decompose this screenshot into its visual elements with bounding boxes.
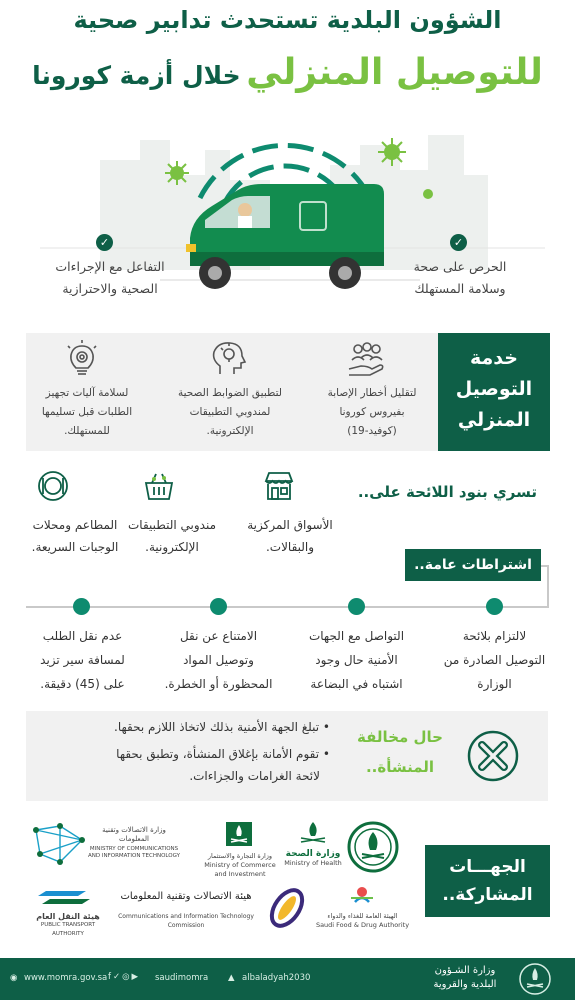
regulation-item-2-line-2: الإلكترونية.: [145, 540, 199, 554]
mci-logo: [200, 820, 280, 879]
service-item-1-line-3: (كوفيد-19): [347, 425, 397, 437]
ministry-emblem-logo: [346, 820, 400, 874]
service-heading-line-3: المنزلي: [457, 409, 531, 431]
service-item-2-line-3: الإلكترونية.: [206, 425, 254, 437]
footer-hashtag[interactable]: albaladyah2030: [242, 973, 311, 983]
service-heading-line-2: التوصيل: [455, 378, 533, 400]
violation-bullet-1-text: تبلغ الجهة الأمنية بذلك لاتخاذ اللازم بحقها.: [114, 720, 320, 734]
regulation-item-1-line-2: والبقالات.: [265, 540, 315, 554]
footer-social[interactable]: saudimomra: [155, 973, 209, 983]
condition-item-1-line-3: الوزارة: [477, 677, 512, 691]
hero-left-line-2: الصحية والاحترازية: [62, 281, 158, 296]
violation-heading-line-1: حال مخالفة: [357, 728, 443, 746]
footer-website[interactable]: www.momra.gov.sa: [24, 973, 108, 983]
pta-logo-ar: هيئة النقل العام: [36, 912, 100, 921]
plate-cutlery-icon: [37, 470, 69, 502]
service-item-1: [318, 384, 426, 441]
service-item-2-line-1: لتطبيق الضوابط الصحية: [177, 387, 282, 399]
regulation-item-3-line-2: الوجبات السريعة.: [31, 540, 119, 554]
title-rest: خلال أزمة كورونا: [32, 61, 241, 90]
globe-icon: ◉: [10, 973, 18, 983]
people-hand-icon: [346, 342, 386, 378]
regulation-item-2: [112, 514, 232, 558]
condition-item-1-line-1: لالتزام بلائحة: [462, 629, 527, 643]
sfda-logo-en: Saudi Food & Drug Authority: [315, 921, 410, 929]
moh-logo-en: Ministry of Health: [284, 859, 342, 867]
service-heading-line-1: خدمة: [470, 347, 518, 369]
regulation-item-1: [230, 514, 350, 558]
hero-right-text: [405, 256, 515, 300]
citc-mark-icon: [265, 886, 309, 930]
timeline-dot: [210, 598, 227, 615]
service-item-1-line-1: لتقليل أخطار الإصابة: [327, 387, 417, 399]
moh-logo: [283, 820, 343, 868]
timeline-dot: [348, 598, 365, 615]
ministry-emblem-icon: [518, 962, 552, 996]
condition-item-4-line-3: على (45) دقيقة.: [40, 677, 125, 691]
mcit-logo: [30, 822, 180, 870]
condition-item-2-line-3: اشتباه في البضاعة: [310, 677, 403, 691]
partners-heading-line-1: الجهـــات: [449, 857, 526, 877]
ministry-logo-text: [420, 964, 510, 992]
mci-logo-en: Ministry of Commerce and Investment: [204, 861, 276, 878]
conditions-connector: [541, 565, 549, 608]
regulation-item-2-line-1: مندوبي التطبيقات: [127, 518, 217, 532]
citc-logo-ar: هيئة الاتصالات وتقنية المعلومات: [120, 891, 252, 902]
mcit-logo-en: MINISTRY OF COMMUNICATIONS AND INFORMATION TECHNOLOGY: [88, 846, 180, 859]
violation-bullet-1: • تبلغ الجهة الأمنية بذلك لاتخاذ اللازم بحقها.: [114, 720, 330, 734]
check-icon: ✓: [96, 234, 113, 251]
condition-item-3: [156, 624, 281, 696]
network-icon: [30, 822, 88, 868]
condition-item-3-line-2: وتوصيل المواد: [183, 653, 254, 667]
condition-item-4-line-1: عدم نقل الطلب: [42, 629, 123, 643]
condition-item-1-line-2: التوصيل الصادرة من: [443, 653, 546, 667]
mci-logo-ar: وزارة التجارة والاستثمار: [207, 852, 273, 860]
title-highlight: للتوصيل المنزلي: [246, 52, 543, 93]
condition-item-1: [432, 624, 557, 696]
partners-heading: [425, 845, 550, 917]
hero-right-line-1: الحرص على صحة: [413, 259, 507, 274]
pta-logo-en: PUBLIC TRANSPORT AUTHORITY: [40, 922, 96, 937]
conditions-timeline: [26, 606, 547, 608]
x-circle-icon: [465, 728, 521, 784]
regulations-title: تسري بنود اللائحة على..: [357, 483, 537, 501]
service-heading: [438, 333, 550, 451]
violation-bullet-2-text: تقوم الأمانة بإغلاق المنشأة، وتطبق بحقها: [116, 747, 320, 761]
regulation-item-1-line-1: الأسواق المركزية: [247, 518, 333, 532]
violation-heading: [350, 722, 450, 782]
sfda-logo-ar: الهيئة العامة للغذاء والدواء: [327, 912, 398, 920]
pta-mark-icon: [28, 888, 108, 908]
footer-ministry-line-2: البلدية والقروية: [433, 979, 497, 990]
footer-ministry-line-1: وزارة الشـؤون: [434, 965, 496, 976]
condition-item-2-line-2: الأمنية حال وجود: [315, 653, 398, 667]
condition-item-3-line-1: الامتناع عن نقل: [179, 629, 258, 643]
service-item-3: [32, 384, 142, 441]
hashtag-icon: ▲: [228, 973, 235, 983]
sfda-mark-icon: [315, 882, 410, 908]
service-item-3-line-3: للمستهلك.: [64, 425, 110, 437]
partners-heading-line-2: المشاركة..: [442, 885, 533, 905]
service-item-3-line-1: لسلامة آليات تجهيز: [45, 387, 129, 399]
timeline-dot: [73, 598, 90, 615]
palm-swords-icon: [200, 820, 280, 848]
title-line-1: الشؤون البلدية تستحدث تدابير صحية: [73, 6, 502, 34]
violation-bullet-2: • تقوم الأمانة بإغلاق المنشأة، وتطبق بحقها: [116, 747, 330, 761]
condition-item-2: [294, 624, 419, 696]
service-item-1-line-2: بفيروس كورونا: [339, 406, 405, 418]
condition-item-3-line-3: المحظورة أو الخطرة.: [164, 677, 273, 691]
violation-list: [60, 718, 330, 785]
condition-item-4: [20, 624, 145, 696]
citc-logo: [110, 886, 310, 932]
violation-heading-line-2: المنشأة..: [365, 758, 435, 776]
social-icons[interactable]: f✓◎▶: [108, 972, 141, 982]
service-item-3-line-2: الطلبات قبل تسليمها: [41, 406, 133, 418]
regulation-item-3-line-1: المطاعم ومحلات: [32, 518, 118, 532]
moh-logo-ar: وزارة الصحة: [285, 849, 341, 859]
condition-item-2-line-1: التواصل مع الجهات: [308, 629, 405, 643]
service-item-2: [170, 384, 290, 441]
store-icon: [263, 470, 295, 502]
sfda-logo: [315, 882, 410, 930]
hero-left-line-1: التفاعل مع الإجراءات: [55, 259, 165, 274]
regulation-item-3: [20, 514, 130, 558]
footer: [0, 958, 575, 1000]
hero-left-text: [40, 256, 180, 300]
title-line-2: [0, 52, 575, 93]
violation-bullet-2-cont: لائحة الغرامات والجزاءات.: [189, 769, 320, 783]
basket-icon: [143, 470, 175, 502]
hero-right-line-2: وسلامة المستهلك: [414, 281, 506, 296]
palm-swords-icon: [283, 820, 343, 846]
citc-logo-en: Communications and Information Technology Commission: [118, 913, 254, 929]
conditions-title: اشتراطات عامة..: [405, 549, 541, 581]
timeline-dot: [486, 598, 503, 615]
check-icon: ✓: [450, 234, 467, 251]
condition-item-4-line-2: لمسافة سير تزيد: [40, 653, 125, 667]
service-item-2-line-2: لمندوبي التطبيقات: [189, 406, 271, 418]
pta-logo: [28, 888, 108, 939]
mcit-logo-ar: وزارة الاتصالات وتقنية المعلومات: [102, 826, 166, 843]
lightbulb-target-icon: [64, 340, 100, 378]
head-lightbulb-icon: [210, 340, 248, 378]
